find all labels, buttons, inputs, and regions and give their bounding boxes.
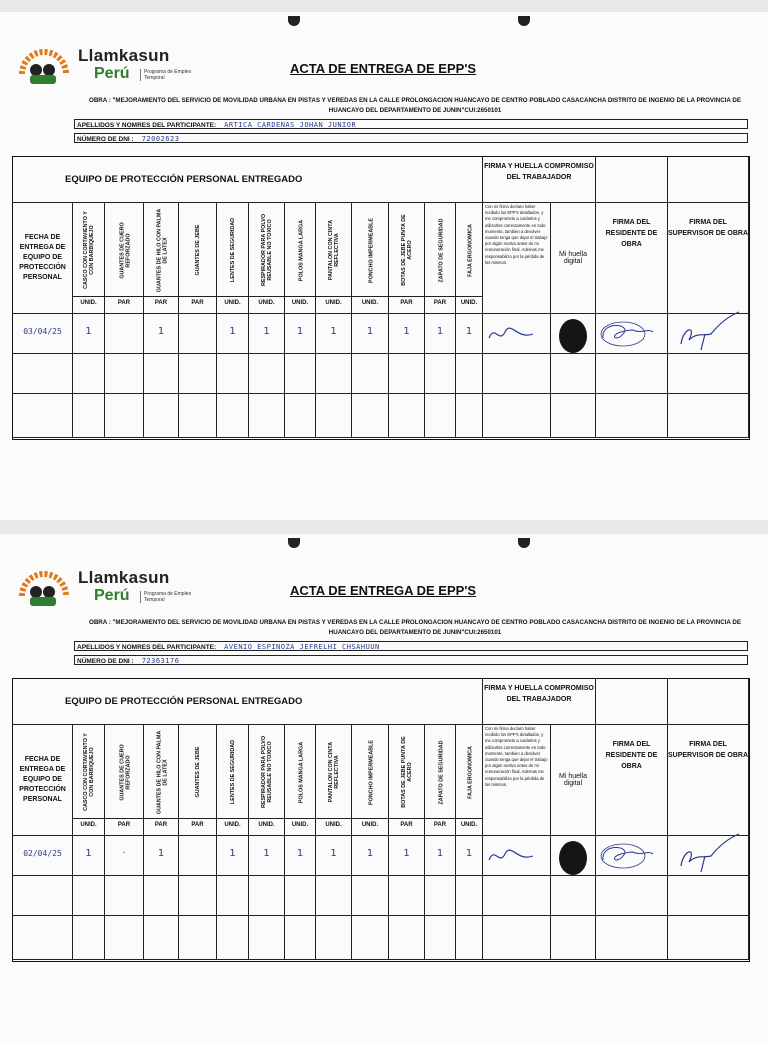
- quantity-cell: [105, 394, 144, 438]
- worker-signature-cell: [483, 916, 551, 960]
- fecha-header: FECHA DE ENTREGA DE EQUIPO DE PROTECCIÓN PERSONAL: [13, 725, 73, 836]
- quantity-cell: [144, 876, 179, 916]
- obra-description: OBRA : "MEJORAMIENTO DEL SERVICIO DE MOVILIDAD URBANA EN PISTAS Y VEREDAS EN LA CALLE PROLONGACION HUANCAYO DE CENTRO POBLADO CASACANCHA DISTRITO DE INGENIO DE LA PROVINCIA DE HUANCAYO DEL DEPARTAMENTO DE JUNIN"CUI:2650101: [89, 619, 741, 636]
- residente-signature-cell: [596, 876, 668, 916]
- item-column-label: ZAPATO DE SEGURIDAD: [437, 739, 444, 805]
- brand-country: Perú: [94, 65, 130, 82]
- item-column-header: [456, 203, 483, 297]
- quantity-cell: [285, 916, 316, 960]
- quantity-cell: 1: [389, 314, 425, 354]
- quantity-cell: 1: [73, 314, 105, 354]
- item-column-header: [316, 725, 352, 819]
- quantity-cell: 1: [425, 314, 456, 354]
- item-column-header: [217, 725, 249, 819]
- participant-label: APELLIDOS Y NOMRES DEL PARTICIPANTE:: [77, 644, 217, 651]
- item-column-header: [73, 203, 105, 297]
- item-column-header: [73, 725, 105, 819]
- unit-label: PAR: [389, 297, 425, 314]
- quantity-cell: [217, 354, 249, 394]
- quantity-cell: [285, 354, 316, 394]
- fecha-header: FECHA DE ENTREGA DE EQUIPO DE PROTECCIÓN PERSONAL: [13, 203, 73, 314]
- fingerprint-cell: [551, 916, 596, 960]
- item-column-label: RESPIRADOR PARA POLVO REUSABLE NO TOXICO: [261, 735, 273, 809]
- quantity-cell: 1: [73, 836, 105, 876]
- quantity-cell: [105, 314, 144, 354]
- punch-hole: [288, 16, 300, 26]
- supervisor-signature-cell: [668, 916, 749, 960]
- firma-huella-header: FIRMA Y HUELLA COMPROMISO DEL TRABAJADOR: [483, 679, 596, 725]
- participant-label: APELLIDOS Y NOMRES DEL PARTICIPANTE:: [77, 122, 217, 129]
- unit-label: PAR: [179, 297, 217, 314]
- supervisor-label: FIRMA DEL SUPERVISOR DE OBRA: [668, 725, 749, 836]
- participant-field: [74, 641, 748, 651]
- header-blank: [596, 679, 668, 725]
- quantity-cell: [179, 354, 217, 394]
- quantity-cell: [352, 876, 389, 916]
- fecha-cell: [13, 354, 73, 394]
- item-column-header: [144, 203, 179, 297]
- fecha-cell: [13, 876, 73, 916]
- item-column-header: [179, 725, 217, 819]
- quantity-cell: 1: [316, 836, 352, 876]
- participant-field: [74, 119, 748, 129]
- obra-description: OBRA : "MEJORAMIENTO DEL SERVICIO DE MOVILIDAD URBANA EN PISTAS Y VEREDAS EN LA CALLE PROLONGACION HUANCAYO DE CENTRO POBLADO CASACANCHA DISTRITO DE INGENIO DE LA PROVINCIA DE HUANCAYO DEL DEPARTAMENTO DE JUNIN"CUI:2650101: [89, 97, 741, 114]
- dni-label: NÚMERO DE DNI :: [77, 658, 134, 665]
- unit-label: UNID.: [352, 819, 389, 836]
- residente-signature-cell: [596, 394, 668, 438]
- item-column-header: [389, 725, 425, 819]
- residente-signature-cell: [596, 916, 668, 960]
- item-column-header: [249, 725, 285, 819]
- unit-label: UNID.: [285, 819, 316, 836]
- item-column-label: GUANTES DE CUERO REFORZADO: [118, 743, 131, 801]
- item-column-label: GUANTES DE HILO CON PALMA DE LATEX: [155, 730, 168, 814]
- residente-label: FIRMA DEL RESIDENTE DE OBRA: [596, 203, 668, 314]
- item-column-label: GUANTES DE JEBE: [195, 224, 201, 276]
- item-column-header: [105, 203, 144, 297]
- brand-tagline: Programa de Empleo Temporal: [140, 591, 204, 603]
- unit-label: UNID.: [285, 297, 316, 314]
- quantity-cell: [352, 354, 389, 394]
- quantity-cell: ·: [105, 836, 144, 876]
- firma-huella-header: FIRMA Y HUELLA COMPROMISO DEL TRABAJADOR: [483, 157, 596, 203]
- item-column-header: [389, 203, 425, 297]
- quantity-cell: [285, 394, 316, 438]
- worker-signature-cell: [483, 354, 551, 394]
- brand-tagline: Programa de Empleo Temporal: [140, 69, 204, 81]
- quantity-cell: [316, 354, 352, 394]
- unit-label: UNID.: [456, 819, 483, 836]
- unit-label: PAR: [425, 819, 456, 836]
- item-column-header: [105, 725, 144, 819]
- item-column-label: POLOS MANGA LARGA: [297, 219, 304, 281]
- unit-label: UNID.: [73, 297, 105, 314]
- logo-emblem-icon: [16, 44, 72, 88]
- unit-label: PAR: [144, 819, 179, 836]
- quantity-cell: [456, 354, 483, 394]
- quantity-cell: [352, 394, 389, 438]
- item-column-label: POLOS MANGA LARGA: [297, 741, 304, 803]
- fingerprint-cell: [551, 354, 596, 394]
- quantity-cell: [456, 876, 483, 916]
- unit-label: UNID.: [249, 819, 285, 836]
- item-column-label: LENTES DE SEGURIDAD: [230, 739, 236, 805]
- quantity-cell: [389, 916, 425, 960]
- unit-label: UNID.: [352, 297, 389, 314]
- residente-label: FIRMA DEL RESIDENTE DE OBRA: [596, 725, 668, 836]
- item-column-label: GUANTES DE HILO CON PALMA DE LATEX: [155, 208, 168, 292]
- quantity-cell: [249, 876, 285, 916]
- quantity-cell: [425, 354, 456, 394]
- quantity-cell: 1: [285, 314, 316, 354]
- item-column-header: [425, 203, 456, 297]
- quantity-cell: [144, 394, 179, 438]
- item-column-header: [249, 203, 285, 297]
- quantity-cell: [389, 354, 425, 394]
- quantity-cell: [179, 394, 217, 438]
- huella-label: Mi huella digital: [551, 725, 596, 836]
- quantity-cell: [456, 394, 483, 438]
- quantity-cell: [144, 354, 179, 394]
- item-column-label: FAJA ERGONOMICA: [466, 223, 473, 277]
- unit-label: UNID.: [316, 297, 352, 314]
- quantity-cell: 1: [352, 836, 389, 876]
- compromiso-text: Con mi firma declaro haber recibido los EPP's detallados, y me comprometo a cuidarlos y utilizarlos correctamente en todo momento, tambien a devolver cuando tenga que dejar el trabajo por algún motivo antes de mi remuneración final. Ademas me responsabilizo por la pérdida de los mismos.: [483, 725, 551, 836]
- quantity-cell: 1: [144, 836, 179, 876]
- quantity-cell: [316, 916, 352, 960]
- item-column-header: [285, 203, 316, 297]
- participant-value: AVENIO ESPINOZA JEFRELHI CHSAHUUN: [224, 643, 380, 651]
- quantity-cell: 1: [425, 836, 456, 876]
- quantity-cell: 1: [285, 836, 316, 876]
- participant-value: ARTICA CARDENAS JOHAN JUNIOR: [224, 121, 357, 129]
- form-title: ACTA DE ENTREGA DE EPP'S: [290, 583, 477, 598]
- compromiso-text: Con mi firma declaro haber recibido los EPP's detallados, y me comprometo a cuidarlos y utilizarlos correctamente en todo momento, tambien a devolver cuando tenga que dejar el trabajo por algún motivo antes de mi remuneración final. Ademas me responsabilizo por la pérdida de los mismos.: [483, 203, 551, 314]
- supervisor-signature-cell: [668, 354, 749, 394]
- unit-label: UNID.: [316, 819, 352, 836]
- quantity-cell: 1: [456, 314, 483, 354]
- form-sheet-1: [0, 12, 768, 520]
- unit-label: UNID.: [217, 819, 249, 836]
- quantity-cell: [316, 394, 352, 438]
- epp-table: [12, 156, 750, 440]
- quantity-cell: 1: [389, 836, 425, 876]
- worker-signature-cell: [483, 394, 551, 438]
- fecha-cell: [13, 916, 73, 960]
- quantity-cell: [425, 394, 456, 438]
- dni-field: [74, 133, 748, 143]
- item-column-header: [144, 725, 179, 819]
- signatures-graphic: [483, 832, 749, 876]
- quantity-cell: [144, 916, 179, 960]
- quantity-cell: [285, 876, 316, 916]
- quantity-cell: [217, 394, 249, 438]
- item-column-header: [352, 725, 389, 819]
- quantity-cell: [217, 916, 249, 960]
- punch-hole: [518, 538, 530, 548]
- quantity-cell: [389, 394, 425, 438]
- quantity-cell: 1: [249, 314, 285, 354]
- logo-emblem-icon: [16, 566, 72, 610]
- quantity-cell: [179, 916, 217, 960]
- quantity-cell: [249, 394, 285, 438]
- quantity-cell: [179, 314, 217, 354]
- fecha-cell: 03/04/25: [13, 314, 73, 354]
- quantity-cell: 1: [217, 836, 249, 876]
- quantity-cell: [179, 876, 217, 916]
- supervisor-signature-cell: [668, 876, 749, 916]
- item-column-header: [179, 203, 217, 297]
- header-blank: [596, 157, 668, 203]
- unit-label: PAR: [105, 819, 144, 836]
- dni-value: 72002623: [141, 135, 180, 143]
- item-column-label: CASCO CON CORTAVIENTO Y CON BARBIQUEJO: [83, 733, 95, 811]
- quantity-cell: [179, 836, 217, 876]
- item-column-label: PONCHO IMPERMEABLE: [367, 217, 374, 283]
- quantity-cell: 1: [456, 836, 483, 876]
- quantity-cell: [425, 916, 456, 960]
- item-column-header: [316, 203, 352, 297]
- form-sheet-2: [0, 534, 768, 1042]
- quantity-cell: [73, 876, 105, 916]
- quantity-cell: 1: [249, 836, 285, 876]
- fingerprint-cell: [551, 394, 596, 438]
- equipment-header: EQUIPO DE PROTECCIÓN PERSONAL ENTREGADO: [13, 157, 483, 203]
- item-column-label: CASCO CON CORTAVIENTO Y CON BARBIQUEJO: [83, 211, 95, 289]
- item-column-label: GUANTES DE JEBE: [195, 746, 201, 798]
- fingerprint-cell: [551, 876, 596, 916]
- punch-hole: [518, 16, 530, 26]
- quantity-cell: [389, 876, 425, 916]
- brand-name: Llamkasun: [78, 568, 170, 587]
- quantity-cell: [249, 354, 285, 394]
- dni-field: [74, 655, 748, 665]
- item-column-label: FAJA ERGONOMICA: [466, 745, 473, 799]
- unit-label: PAR: [389, 819, 425, 836]
- item-column-header: [456, 725, 483, 819]
- item-column-label: RESPIRADOR PARA POLVO REUSABLE NO TOXICO: [261, 213, 273, 287]
- equipment-header: EQUIPO DE PROTECCIÓN PERSONAL ENTREGADO: [13, 679, 483, 725]
- item-column-label: BOTAS DE JEBE PUNTA DE ACERO: [401, 214, 413, 286]
- quantity-cell: [217, 876, 249, 916]
- epp-table: [12, 678, 750, 962]
- item-column-label: PANTALON CON CINTA REFLECTIVA: [328, 219, 340, 281]
- item-column-header: [425, 725, 456, 819]
- unit-label: PAR: [105, 297, 144, 314]
- item-column-label: GUANTES DE CUERO REFORZADO: [118, 221, 131, 279]
- dni-value: 72363176: [141, 657, 180, 665]
- item-column-label: ZAPATO DE SEGURIDAD: [437, 217, 444, 283]
- brand-country: Perú: [94, 587, 130, 604]
- worker-signature-cell: [483, 876, 551, 916]
- supervisor-label: FIRMA DEL SUPERVISOR DE OBRA: [668, 203, 749, 314]
- brand-name: Llamkasun: [78, 46, 170, 65]
- quantity-cell: [352, 916, 389, 960]
- unit-label: UNID.: [217, 297, 249, 314]
- quantity-cell: [105, 876, 144, 916]
- item-column-label: PONCHO IMPERMEABLE: [367, 739, 374, 805]
- quantity-cell: 1: [217, 314, 249, 354]
- item-column-label: LENTES DE SEGURIDAD: [230, 217, 236, 283]
- dni-label: NÚMERO DE DNI :: [77, 136, 134, 143]
- item-column-header: [352, 203, 389, 297]
- quantity-cell: [73, 354, 105, 394]
- fecha-cell: 02/04/25: [13, 836, 73, 876]
- header-blank: [668, 679, 749, 725]
- quantity-cell: [456, 916, 483, 960]
- quantity-cell: [105, 916, 144, 960]
- quantity-cell: [249, 916, 285, 960]
- quantity-cell: [316, 876, 352, 916]
- unit-label: PAR: [179, 819, 217, 836]
- item-column-header: [285, 725, 316, 819]
- huella-label: Mi huella digital: [551, 203, 596, 314]
- signatures-graphic: [483, 310, 749, 354]
- unit-label: PAR: [425, 297, 456, 314]
- unit-label: PAR: [144, 297, 179, 314]
- item-column-header: [217, 203, 249, 297]
- item-column-label: PANTALON CON CINTA REFLECTIVA: [328, 741, 340, 803]
- quantity-cell: 1: [316, 314, 352, 354]
- unit-label: UNID.: [73, 819, 105, 836]
- quantity-cell: 1: [144, 314, 179, 354]
- unit-label: UNID.: [456, 297, 483, 314]
- quantity-cell: [105, 354, 144, 394]
- punch-hole: [288, 538, 300, 548]
- form-title: ACTA DE ENTREGA DE EPP'S: [290, 61, 477, 76]
- residente-signature-cell: [596, 354, 668, 394]
- llamkasun-logo: [16, 44, 206, 94]
- header-blank: [668, 157, 749, 203]
- unit-label: UNID.: [249, 297, 285, 314]
- supervisor-signature-cell: [668, 394, 749, 438]
- llamkasun-logo: [16, 566, 206, 616]
- item-column-label: BOTAS DE JEBE PUNTA DE ACERO: [401, 736, 413, 808]
- quantity-cell: [73, 394, 105, 438]
- quantity-cell: [425, 876, 456, 916]
- fecha-cell: [13, 394, 73, 438]
- quantity-cell: 1: [352, 314, 389, 354]
- quantity-cell: [73, 916, 105, 960]
